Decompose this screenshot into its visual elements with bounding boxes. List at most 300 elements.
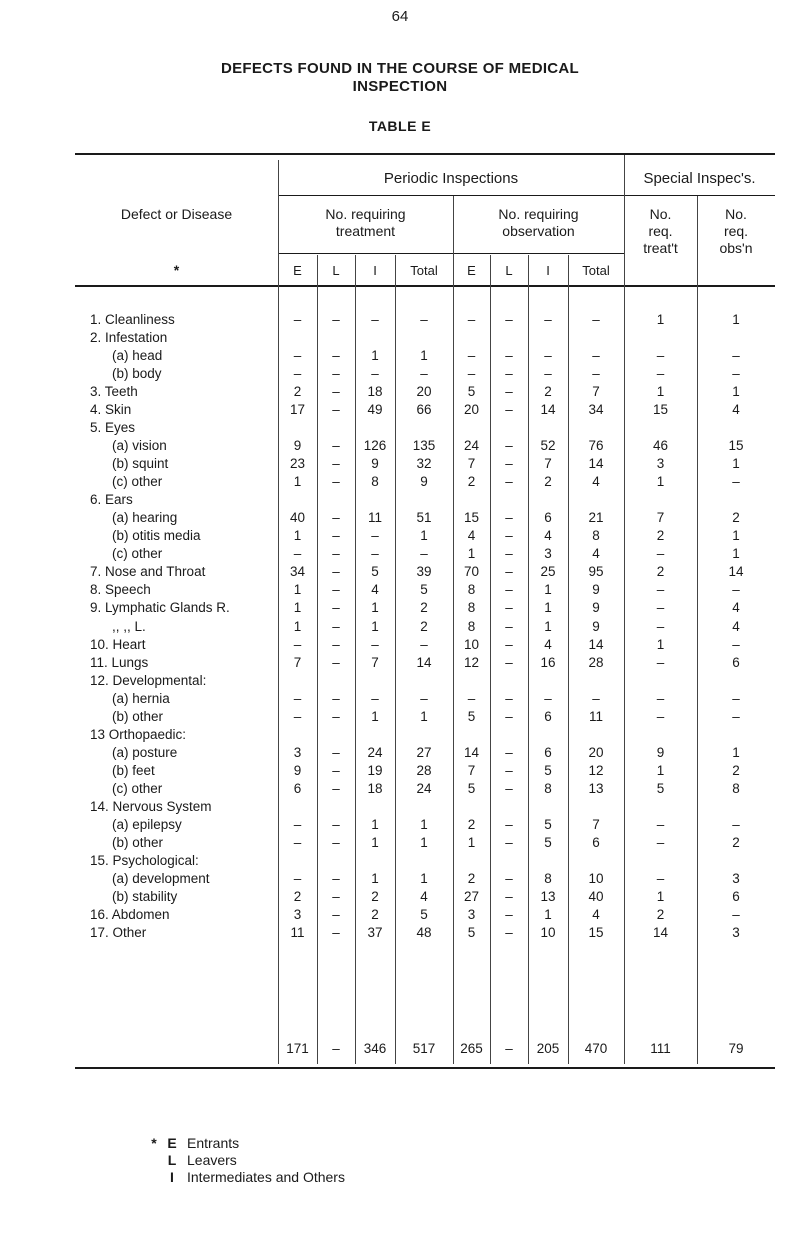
periodic-group-rule bbox=[278, 195, 624, 196]
table-row bbox=[0, 708, 800, 726]
table-cell: 14 bbox=[588, 456, 604, 472]
table-cell: – bbox=[656, 816, 665, 832]
table-cell: 1 bbox=[732, 456, 740, 472]
table-cell: – bbox=[420, 546, 428, 562]
table-cell: 9 bbox=[371, 456, 379, 472]
table-cell: 2 bbox=[420, 600, 428, 616]
defect-column-header: Defect or Disease bbox=[120, 206, 233, 222]
table-row bbox=[0, 690, 800, 708]
table-cell: 2 bbox=[467, 816, 476, 832]
total-cell: 470 bbox=[584, 1041, 608, 1056]
table-cell: – bbox=[505, 474, 513, 490]
req-treatment-line-1: No. bbox=[649, 206, 672, 222]
row-label: 5. Eyes bbox=[90, 420, 136, 436]
row-label: (b) feet bbox=[112, 762, 155, 778]
table-cell: 1 bbox=[656, 312, 665, 327]
table-cell: 12 bbox=[588, 762, 604, 778]
table-cell: 4 bbox=[592, 546, 600, 562]
table-cell: – bbox=[544, 366, 552, 382]
table-row bbox=[0, 419, 800, 437]
req-treatment-line-3: treat't bbox=[643, 240, 678, 256]
table-cell: – bbox=[732, 348, 740, 364]
treatment-header-line-1: No. requiring bbox=[325, 206, 406, 222]
table-row bbox=[0, 527, 800, 545]
table-cell: 9 bbox=[293, 762, 302, 778]
table-cell: 1 bbox=[371, 618, 379, 634]
table-cell: 7 bbox=[371, 654, 379, 670]
table-cell: – bbox=[332, 582, 340, 598]
table-cell: – bbox=[656, 546, 665, 562]
table-cell: 1 bbox=[544, 906, 552, 922]
table-cell: – bbox=[332, 762, 340, 778]
table-cell: – bbox=[505, 762, 513, 778]
table-cell: 1 bbox=[656, 474, 665, 490]
table-cell: 13 bbox=[540, 888, 556, 904]
table-cell: – bbox=[332, 546, 340, 562]
title-line-2: INSPECTION bbox=[352, 78, 448, 95]
table-cell: 7 bbox=[544, 456, 552, 472]
table-cell: – bbox=[293, 834, 302, 850]
table-cell: – bbox=[332, 636, 340, 652]
table-cell: 3 bbox=[732, 925, 740, 941]
table-cell: – bbox=[656, 870, 665, 886]
table-cell: – bbox=[332, 348, 340, 364]
table-cell: 1 bbox=[420, 870, 428, 886]
table-cell: 1 bbox=[371, 348, 379, 364]
table-cell: 28 bbox=[588, 654, 604, 670]
table-cell: 1 bbox=[732, 384, 740, 400]
table-cell: 4 bbox=[467, 528, 476, 544]
table-cell: – bbox=[656, 834, 665, 850]
row-label: (a) epilepsy bbox=[112, 816, 182, 832]
table-cell: 2 bbox=[656, 564, 665, 580]
table-cell: 2 bbox=[420, 618, 428, 634]
page-title bbox=[0, 60, 800, 96]
table-cell: – bbox=[505, 888, 513, 904]
table-cell: 1 bbox=[420, 816, 428, 832]
table-cell: – bbox=[505, 510, 513, 526]
table-cell: 14 bbox=[463, 744, 480, 760]
row-label: 10. Heart bbox=[90, 636, 146, 652]
table-cell: 4 bbox=[371, 582, 379, 598]
table-caption: TABLE E bbox=[368, 118, 432, 134]
table-cell: – bbox=[732, 816, 740, 832]
legend-item bbox=[145, 1169, 345, 1186]
table-cell: 37 bbox=[367, 925, 383, 941]
subcolumn-header: Total bbox=[410, 263, 438, 278]
table-cell: 1 bbox=[293, 582, 302, 598]
table-cell: 8 bbox=[592, 528, 600, 544]
table-cell: 18 bbox=[367, 780, 383, 796]
table-cell: – bbox=[332, 384, 340, 400]
table-cell: – bbox=[371, 528, 379, 544]
table-row bbox=[0, 401, 800, 419]
table-cell: – bbox=[505, 870, 513, 886]
table-cell: – bbox=[656, 708, 665, 724]
table-cell: 1 bbox=[293, 528, 302, 544]
table-cell: 2 bbox=[467, 870, 476, 886]
table-cell: 20 bbox=[416, 384, 432, 400]
table-row bbox=[0, 870, 800, 888]
table-cell: – bbox=[505, 384, 513, 400]
table-cell: 2 bbox=[544, 474, 552, 490]
table-cell: 5 bbox=[544, 762, 552, 778]
table-row bbox=[0, 852, 800, 870]
table-cell: – bbox=[505, 834, 513, 850]
row-label: (b) squint bbox=[112, 456, 169, 472]
table-cell: – bbox=[332, 654, 340, 670]
table-cell: 1 bbox=[656, 384, 665, 400]
table-cell: 21 bbox=[588, 510, 604, 526]
table-cell: – bbox=[505, 312, 513, 327]
total-cell: – bbox=[332, 1041, 340, 1056]
table-cell: 95 bbox=[588, 564, 604, 580]
table-cell: – bbox=[467, 690, 476, 706]
req-treatment-line-2: req. bbox=[648, 223, 673, 239]
table-cell: 14 bbox=[588, 636, 604, 652]
table-cell: – bbox=[544, 690, 552, 706]
table-cell: 7 bbox=[467, 456, 476, 472]
table-cell: 4 bbox=[732, 600, 740, 616]
table-cell: 8 bbox=[732, 780, 740, 796]
row-label: (b) body bbox=[112, 366, 162, 382]
table-cell: 3 bbox=[293, 906, 302, 922]
table-cell: – bbox=[467, 348, 476, 364]
total-cell: 265 bbox=[460, 1041, 483, 1056]
row-label: (b) otitis media bbox=[112, 528, 201, 544]
table-cell: 135 bbox=[412, 438, 436, 454]
table-cell: 49 bbox=[367, 402, 383, 418]
table-cell: – bbox=[505, 708, 513, 724]
special-group-rule bbox=[624, 195, 775, 196]
table-cell: 13 bbox=[588, 780, 604, 796]
row-label: 6. Ears bbox=[90, 492, 133, 508]
subcolumn-header: I bbox=[546, 263, 550, 278]
table-cell: – bbox=[332, 366, 340, 382]
table-cell: – bbox=[293, 348, 302, 364]
table-cell: – bbox=[332, 708, 340, 724]
table-cell: 7 bbox=[592, 816, 600, 832]
table-cell: – bbox=[656, 690, 665, 706]
table-cell: 1 bbox=[732, 744, 740, 760]
treatment-header-line-2: treatment bbox=[335, 223, 396, 239]
table-cell: 9 bbox=[592, 618, 600, 634]
table-cell: 126 bbox=[363, 438, 387, 454]
table-cell: 1 bbox=[371, 834, 379, 850]
table-cell: 10 bbox=[588, 870, 604, 886]
table-cell: 4 bbox=[592, 474, 600, 490]
table-cell: – bbox=[420, 312, 428, 327]
table-row bbox=[0, 473, 800, 491]
legend-key: E bbox=[167, 1135, 177, 1151]
table-cell: – bbox=[505, 600, 513, 616]
treatment-header bbox=[278, 206, 453, 240]
table-row bbox=[0, 545, 800, 563]
table-cell: 8 bbox=[467, 600, 476, 616]
table-cell: 5 bbox=[544, 816, 552, 832]
table-cell: 8 bbox=[544, 780, 552, 796]
table-row bbox=[0, 455, 800, 473]
table-cell: 9 bbox=[592, 600, 600, 616]
table-cell: – bbox=[293, 708, 302, 724]
row-label: 15. Psychological: bbox=[90, 852, 199, 868]
table-cell: 39 bbox=[416, 564, 432, 580]
table-row bbox=[0, 816, 800, 834]
table-row bbox=[0, 726, 800, 744]
table-cell: – bbox=[732, 708, 740, 724]
table-cell: 76 bbox=[588, 438, 604, 454]
table-cell: 40 bbox=[289, 510, 306, 526]
table-cell: – bbox=[656, 654, 665, 670]
table-cell: 15 bbox=[728, 438, 744, 454]
table-cell: – bbox=[505, 816, 513, 832]
table-row bbox=[0, 924, 800, 942]
table-cell: 1 bbox=[656, 762, 665, 778]
table-cell: – bbox=[732, 474, 740, 490]
row-label: (a) hernia bbox=[112, 690, 170, 706]
table-cell: – bbox=[371, 690, 379, 706]
observation-header bbox=[453, 206, 624, 240]
table-cell: 48 bbox=[416, 925, 432, 941]
table-cell: 24 bbox=[463, 438, 480, 454]
table-cell: – bbox=[505, 744, 513, 760]
table-cell: – bbox=[332, 834, 340, 850]
total-cell: 79 bbox=[728, 1041, 744, 1056]
table-cell: 9 bbox=[293, 438, 302, 454]
table-cell: – bbox=[293, 546, 302, 562]
table-cell: – bbox=[656, 600, 665, 616]
table-cell: – bbox=[332, 312, 340, 327]
table-cell: – bbox=[332, 816, 340, 832]
table-cell: – bbox=[505, 564, 513, 580]
row-label: (a) vision bbox=[112, 438, 167, 454]
table-row bbox=[0, 744, 800, 762]
table-cell: 20 bbox=[463, 402, 480, 418]
table-cell: 1 bbox=[371, 600, 379, 616]
table-cell: 11 bbox=[290, 925, 305, 941]
table-row bbox=[0, 906, 800, 924]
table-cell: 2 bbox=[371, 906, 379, 922]
table-cell: 1 bbox=[420, 348, 428, 364]
table-cell: 5 bbox=[467, 384, 476, 400]
table-cell: 3 bbox=[656, 456, 665, 472]
table-cell: 4 bbox=[732, 618, 740, 634]
periodic-inspections-header: Periodic Inspections bbox=[383, 170, 519, 187]
table-cell: – bbox=[293, 816, 302, 832]
table-cell: 4 bbox=[592, 906, 600, 922]
subcolumn-header: E bbox=[293, 263, 302, 278]
table-cell: 1 bbox=[420, 834, 428, 850]
table-cell: 16 bbox=[540, 654, 556, 670]
table-cell: – bbox=[467, 366, 476, 382]
table-cell: 5 bbox=[467, 708, 476, 724]
table-cell: – bbox=[505, 906, 513, 922]
req-treatment-header bbox=[624, 206, 697, 257]
table-row bbox=[0, 780, 800, 798]
table-cell: 27 bbox=[416, 744, 432, 760]
title-line-1: DEFECTS FOUND IN THE COURSE OF MEDICAL bbox=[220, 60, 580, 77]
table-cell: 70 bbox=[463, 564, 480, 580]
table-cell: 1 bbox=[656, 888, 665, 904]
legend-item bbox=[145, 1135, 239, 1152]
treatment-subcol-rule bbox=[278, 253, 453, 254]
table-cell: 19 bbox=[367, 762, 383, 778]
table-cell: – bbox=[332, 438, 340, 454]
table-cell: – bbox=[332, 600, 340, 616]
row-label: (b) other bbox=[112, 708, 164, 724]
table-cell: – bbox=[293, 870, 302, 886]
table-cell: 46 bbox=[652, 438, 669, 454]
table-row bbox=[0, 636, 800, 654]
legend-text: Intermediates and Others bbox=[187, 1169, 345, 1185]
special-inspections-header: Special Inspec's. bbox=[643, 170, 756, 187]
table-cell: 5 bbox=[420, 582, 428, 598]
table-cell: – bbox=[371, 636, 379, 652]
table-cell: 24 bbox=[367, 744, 383, 760]
row-label: 11. Lungs bbox=[90, 654, 149, 670]
row-label: (a) head bbox=[112, 348, 163, 364]
legend-item bbox=[145, 1152, 237, 1169]
row-label: (a) hearing bbox=[112, 510, 178, 526]
row-label: (b) stability bbox=[112, 888, 178, 904]
row-label: 4. Skin bbox=[90, 402, 132, 418]
table-cell: – bbox=[332, 925, 340, 941]
table-row bbox=[0, 347, 800, 365]
table-cell: – bbox=[332, 564, 340, 580]
table-cell: 3 bbox=[467, 906, 476, 922]
page-number: 64 bbox=[391, 8, 409, 25]
row-label: 9. Lymphatic Glands R. bbox=[90, 600, 230, 616]
table-cell: 14 bbox=[416, 654, 432, 670]
totals-row bbox=[0, 1040, 800, 1058]
table-cell: 2 bbox=[544, 384, 552, 400]
table-cell: 7 bbox=[592, 384, 600, 400]
table-cell: – bbox=[371, 366, 379, 382]
table-cell: 9 bbox=[420, 474, 428, 490]
subcolumn-header: I bbox=[373, 263, 377, 278]
table-cell: – bbox=[332, 402, 340, 418]
table-cell: – bbox=[505, 654, 513, 670]
table-cell: – bbox=[293, 636, 302, 652]
table-cell: – bbox=[505, 925, 513, 941]
table-cell: – bbox=[656, 348, 665, 364]
table-cell: 20 bbox=[588, 744, 604, 760]
table-cell: – bbox=[293, 366, 302, 382]
req-observation-line-3: obs'n bbox=[719, 240, 753, 256]
table-cell: – bbox=[371, 312, 379, 327]
table-cell: 12 bbox=[463, 654, 480, 670]
table-cell: 6 bbox=[293, 780, 302, 796]
row-label: 13 Orthopaedic: bbox=[90, 726, 187, 742]
table-cell: 15 bbox=[463, 510, 480, 526]
subcolumn-header: L bbox=[332, 263, 340, 278]
table-cell: 15 bbox=[652, 402, 669, 418]
row-label: 7. Nose and Throat bbox=[90, 564, 206, 580]
table-cell: 1 bbox=[732, 546, 740, 562]
table-cell: 40 bbox=[588, 888, 604, 904]
table-cell: 1 bbox=[293, 600, 302, 616]
table-bottom-rule bbox=[75, 1067, 775, 1069]
table-cell: 1 bbox=[371, 816, 379, 832]
row-label: 3. Teeth bbox=[90, 384, 138, 400]
table-row bbox=[0, 581, 800, 599]
row-label: 1. Cleanliness bbox=[90, 312, 175, 327]
table-cell: 7 bbox=[293, 654, 302, 670]
table-cell: 66 bbox=[416, 402, 432, 418]
row-label: 2. Infestation bbox=[90, 330, 168, 346]
total-cell: 205 bbox=[536, 1041, 560, 1056]
table-cell: – bbox=[371, 546, 379, 562]
table-cell: 2 bbox=[732, 510, 740, 526]
table-cell: 5 bbox=[467, 925, 476, 941]
table-cell: 1 bbox=[371, 708, 379, 724]
table-cell: – bbox=[293, 690, 302, 706]
table-cell: – bbox=[656, 366, 665, 382]
table-cell: 4 bbox=[732, 402, 740, 418]
table-row bbox=[0, 762, 800, 780]
req-observation-header bbox=[697, 206, 775, 257]
table-cell: – bbox=[505, 546, 513, 562]
table-cell: 2 bbox=[656, 528, 665, 544]
table-cell: 9 bbox=[656, 744, 665, 760]
table-row bbox=[0, 509, 800, 527]
table-cell: – bbox=[332, 618, 340, 634]
table-cell: 1 bbox=[732, 528, 740, 544]
table-cell: – bbox=[420, 690, 428, 706]
row-label: 8. Speech bbox=[90, 582, 151, 598]
table-cell: – bbox=[332, 510, 340, 526]
table-cell: 1 bbox=[544, 618, 552, 634]
table-cell: 24 bbox=[416, 780, 432, 796]
table-cell: – bbox=[656, 582, 665, 598]
table-cell: 8 bbox=[371, 474, 379, 490]
table-cell: 3 bbox=[293, 744, 302, 760]
table-cell: 1 bbox=[371, 870, 379, 886]
row-label: (a) posture bbox=[112, 744, 178, 760]
table-cell: 8 bbox=[544, 870, 552, 886]
table-cell: 6 bbox=[592, 834, 600, 850]
table-cell: – bbox=[332, 690, 340, 706]
table-cell: 34 bbox=[588, 402, 604, 418]
table-cell: 3 bbox=[544, 546, 552, 562]
table-row bbox=[0, 654, 800, 672]
table-row bbox=[0, 563, 800, 581]
table-cell: 8 bbox=[467, 582, 476, 598]
table-cell: – bbox=[732, 636, 740, 652]
table-cell: 6 bbox=[732, 654, 740, 670]
table-cell: 10 bbox=[540, 925, 556, 941]
table-cell: – bbox=[505, 636, 513, 652]
table-cell: 1 bbox=[420, 528, 428, 544]
table-cell: 10 bbox=[463, 636, 480, 652]
table-cell: – bbox=[332, 870, 340, 886]
table-cell: 34 bbox=[289, 564, 306, 580]
table-row bbox=[0, 834, 800, 852]
table-cell: – bbox=[544, 312, 552, 327]
table-cell: – bbox=[592, 366, 600, 382]
table-cell: 18 bbox=[367, 384, 383, 400]
table-row bbox=[0, 618, 800, 636]
table-cell: 51 bbox=[416, 510, 432, 526]
row-label: 17. Other bbox=[90, 925, 147, 941]
table-cell: 1 bbox=[293, 618, 302, 634]
legend-text: Entrants bbox=[187, 1135, 240, 1151]
table-cell: 1 bbox=[420, 708, 428, 724]
table-cell: 11 bbox=[367, 510, 382, 526]
total-cell: 346 bbox=[363, 1041, 387, 1056]
table-cell: 52 bbox=[540, 438, 556, 454]
table-top-rule bbox=[75, 153, 775, 155]
